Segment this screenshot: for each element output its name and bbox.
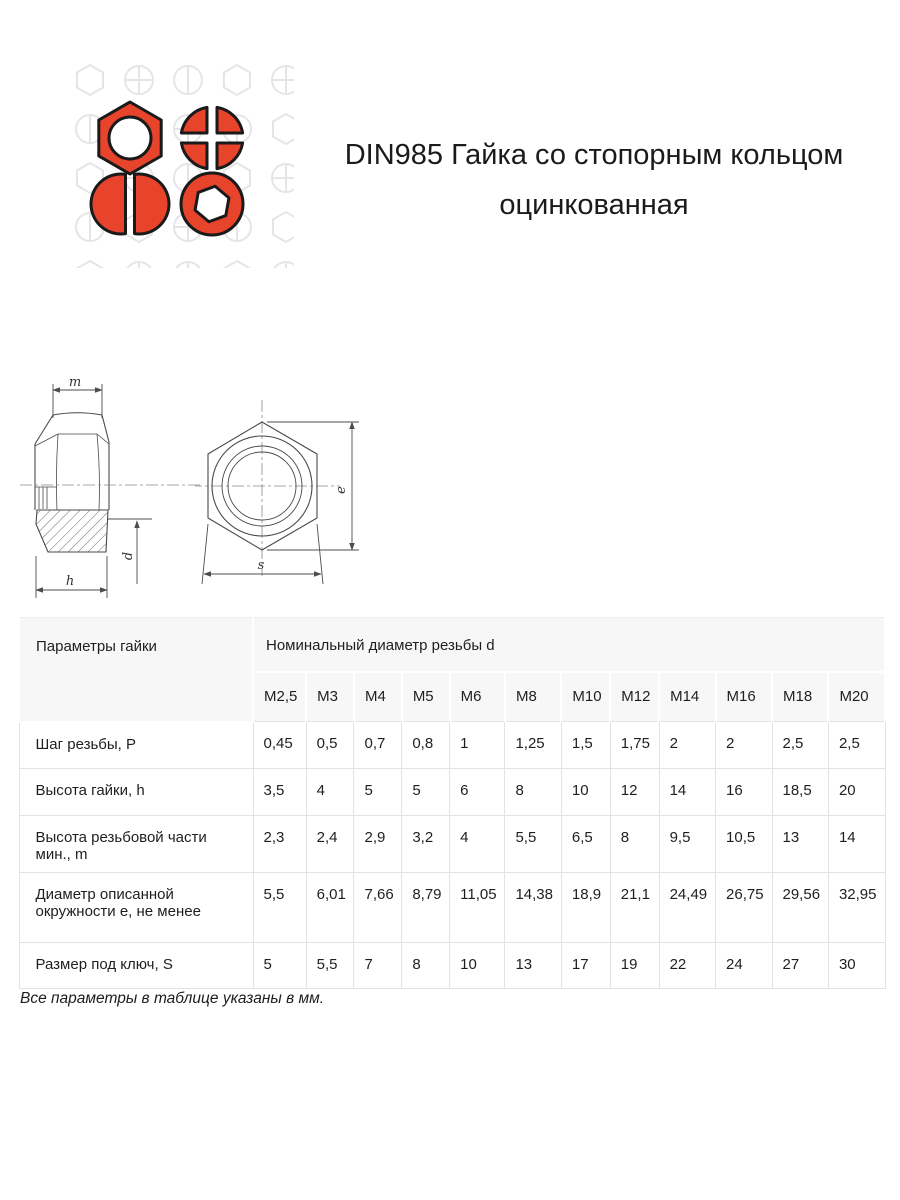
dim-label-m: m — [68, 375, 82, 390]
value-cell: 14 — [659, 769, 715, 816]
dim-label-h: h — [65, 574, 75, 589]
value-cell: 13 — [772, 816, 828, 873]
value-cell: 12 — [610, 769, 659, 816]
value-cell: 32,95 — [828, 873, 885, 943]
value-cell: 0,8 — [402, 722, 450, 769]
spec-table-header — [19, 618, 885, 722]
row-label-cell: Диаметр описанной окружности e, не менее — [19, 873, 253, 943]
value-cell: 5 — [402, 769, 450, 816]
row-label-cell: Шаг резьбы, P — [19, 722, 253, 769]
value-cell: 0,7 — [354, 722, 402, 769]
size-header-cell: M3 — [306, 672, 354, 722]
size-header-cell: M8 — [505, 672, 561, 722]
value-cell: 24 — [716, 943, 772, 989]
value-cell: 0,45 — [253, 722, 306, 769]
dim-label-e: e — [334, 486, 349, 494]
value-cell: 6,5 — [561, 816, 610, 873]
value-cell: 18,5 — [772, 769, 828, 816]
units-note: Все параметры в таблице указаны в мм. — [20, 990, 325, 1007]
page-title-line2: оцинкованная — [499, 189, 689, 221]
value-cell: 17 — [561, 943, 610, 989]
value-cell: 3,5 — [253, 769, 306, 816]
value-cell: 10 — [561, 769, 610, 816]
value-cell: 2 — [716, 722, 772, 769]
value-cell: 1,5 — [561, 722, 610, 769]
value-cell: 8,79 — [402, 873, 450, 943]
value-cell: 1,75 — [610, 722, 659, 769]
dim-label-d: d — [121, 551, 136, 561]
value-cell: 2,9 — [354, 816, 402, 873]
size-header-cell: M4 — [354, 672, 402, 722]
page-title-line1: DIN985 Гайка со стопорным кольцом — [344, 139, 844, 171]
value-cell: 14 — [828, 816, 885, 873]
size-header-cell: M20 — [828, 672, 885, 722]
table-row — [19, 722, 885, 769]
value-cell: 2,3 — [253, 816, 306, 873]
size-header-cell: M5 — [402, 672, 450, 722]
value-cell: 5,5 — [253, 873, 306, 943]
value-cell: 5 — [253, 943, 306, 989]
size-header-cell: M14 — [659, 672, 715, 722]
fastener-pattern-bg — [66, 56, 294, 268]
value-cell: 6,01 — [306, 873, 354, 943]
value-cell: 14,38 — [505, 873, 561, 943]
row-label-cell: Высота гайки, h — [19, 769, 253, 816]
value-cell: 2 — [659, 722, 715, 769]
value-cell: 26,75 — [716, 873, 772, 943]
value-cell: 6 — [450, 769, 505, 816]
diameter-header-cell: Номинальный диаметр резьбы d — [253, 618, 885, 672]
page-title — [298, 130, 890, 230]
value-cell: 3,2 — [402, 816, 450, 873]
value-cell: 4 — [306, 769, 354, 816]
value-cell: 9,5 — [659, 816, 715, 873]
size-header-cell: M2,5 — [253, 672, 306, 722]
dim-label-s: s — [257, 558, 265, 573]
size-header-cell: M6 — [450, 672, 505, 722]
table-row — [19, 816, 885, 873]
brand-logo-graphic — [66, 56, 294, 268]
size-header-cell: M18 — [772, 672, 828, 722]
value-cell: 0,5 — [306, 722, 354, 769]
value-cell: 20 — [828, 769, 885, 816]
value-cell: 18,9 — [561, 873, 610, 943]
value-cell: 10,5 — [716, 816, 772, 873]
value-cell: 8 — [402, 943, 450, 989]
value-cell: 7,66 — [354, 873, 402, 943]
value-cell: 29,56 — [772, 873, 828, 943]
param-header-cell: Параметры гайки — [19, 618, 253, 722]
value-cell: 22 — [659, 943, 715, 989]
value-cell: 27 — [772, 943, 828, 989]
value-cell: 5,5 — [306, 943, 354, 989]
value-cell: 21,1 — [610, 873, 659, 943]
spec-table — [18, 617, 886, 989]
nut-side-view-drawing — [20, 372, 205, 607]
table-row — [19, 769, 885, 816]
row-label-cell: Высота резьбовой части мин., m — [19, 816, 253, 873]
value-cell: 2,5 — [772, 722, 828, 769]
table-row — [19, 943, 885, 989]
table-row — [19, 873, 885, 943]
row-label-cell: Размер под ключ, S — [19, 943, 253, 989]
value-cell: 1 — [450, 722, 505, 769]
value-cell: 7 — [354, 943, 402, 989]
value-cell: 11,05 — [450, 873, 505, 943]
value-cell: 24,49 — [659, 873, 715, 943]
size-header-cell: M16 — [716, 672, 772, 722]
value-cell: 5 — [354, 769, 402, 816]
value-cell: 8 — [505, 769, 561, 816]
value-cell: 30 — [828, 943, 885, 989]
value-cell: 16 — [716, 769, 772, 816]
hex-socket-icon — [181, 173, 243, 235]
value-cell: 5,5 — [505, 816, 561, 873]
brand-logo — [66, 56, 294, 268]
value-cell: 19 — [610, 943, 659, 989]
nut-top-view-drawing — [195, 392, 400, 604]
size-header-cell: M10 — [561, 672, 610, 722]
size-header-cell: M12 — [610, 672, 659, 722]
value-cell: 8 — [610, 816, 659, 873]
value-cell: 2,5 — [828, 722, 885, 769]
value-cell: 10 — [450, 943, 505, 989]
spec-table-body — [19, 722, 885, 989]
value-cell: 2,4 — [306, 816, 354, 873]
value-cell: 4 — [450, 816, 505, 873]
value-cell: 1,25 — [505, 722, 561, 769]
value-cell: 13 — [505, 943, 561, 989]
